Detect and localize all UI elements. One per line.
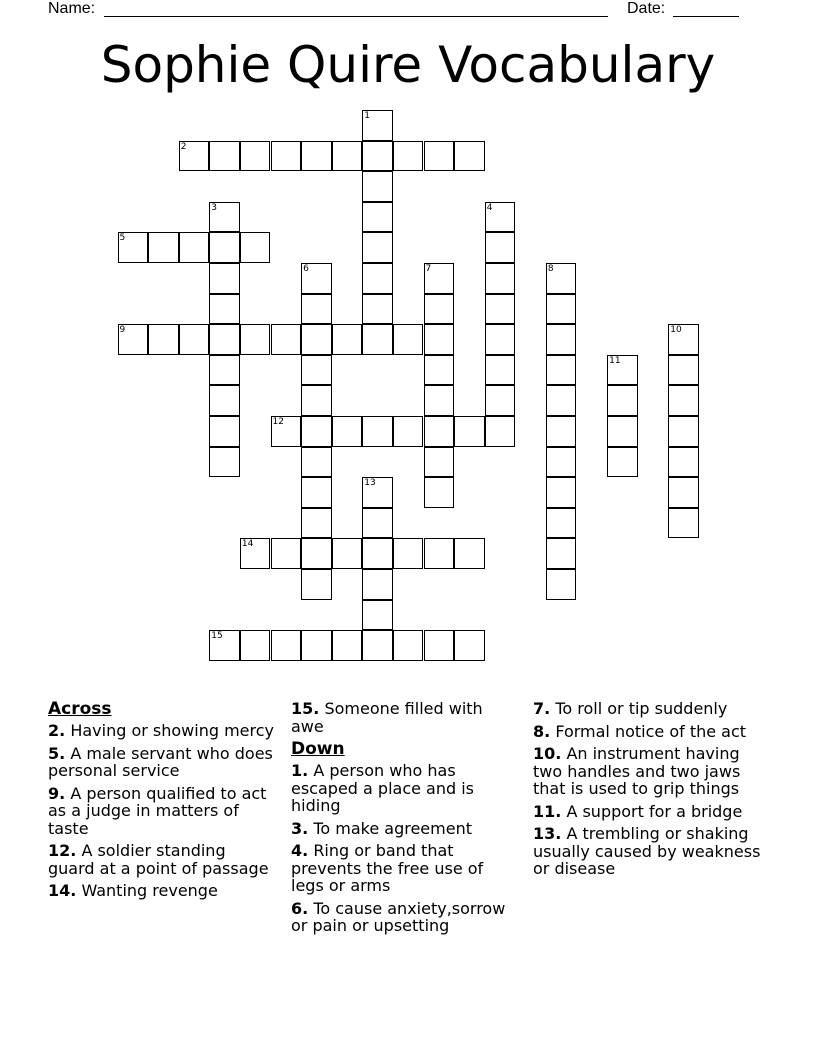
crossword-cell[interactable]: [301, 141, 332, 172]
clue-across-2: [48, 722, 276, 740]
crossword-cell[interactable]: [179, 141, 210, 172]
crossword-cell[interactable]: [424, 538, 455, 569]
crossword-cell[interactable]: [362, 538, 393, 569]
crossword-cell[interactable]: [668, 324, 699, 355]
crossword-cell[interactable]: [668, 385, 699, 416]
crossword-cell[interactable]: [393, 630, 424, 661]
crossword-cell[interactable]: [546, 538, 577, 569]
crossword-cell[interactable]: [454, 416, 485, 447]
crossword-cell[interactable]: [668, 477, 699, 508]
crossword-cell[interactable]: [485, 324, 516, 355]
clue-text: A support for a bridge: [566, 801, 743, 821]
crossword-cell[interactable]: [362, 202, 393, 233]
crossword-cell[interactable]: [271, 538, 302, 569]
clue-text: A male servant who does personal service: [48, 743, 273, 780]
clue-across-9: [48, 785, 276, 838]
clue-number: 4.: [291, 841, 309, 860]
crossword-cell[interactable]: [546, 324, 577, 355]
clue-number: 13.: [533, 824, 562, 843]
clue-number-label: 2: [180, 141, 187, 152]
crossword-cell[interactable]: [668, 355, 699, 386]
crossword-cell[interactable]: [209, 385, 240, 416]
crossword-cell[interactable]: [362, 630, 393, 661]
crossword-cell[interactable]: [485, 416, 516, 447]
crossword-cell[interactable]: [362, 232, 393, 263]
clue-text: A person qualified to act as a judge in matters of taste: [48, 783, 267, 838]
crossword-cell[interactable]: [424, 263, 455, 294]
crossword-cell[interactable]: [424, 477, 455, 508]
crossword-cell[interactable]: [301, 294, 332, 325]
crossword-cell[interactable]: [424, 355, 455, 386]
clue-text: An instrument having two handles and two jaws that is used to grip things: [533, 744, 741, 798]
crossword-cell[interactable]: [546, 355, 577, 386]
clue-down-4: [291, 842, 519, 895]
crossword-cell[interactable]: [546, 447, 577, 478]
clue-number: 12.: [48, 841, 77, 860]
crossword-cell[interactable]: [209, 294, 240, 325]
clue-text: To roll or tip suddenly: [555, 699, 728, 718]
crossword-cell[interactable]: [485, 355, 516, 386]
clue-number-label: 15: [211, 631, 223, 642]
clue-text: A trembling or shaking usually caused by weakness or disease: [533, 824, 761, 878]
clue-number-label: 11: [609, 355, 621, 366]
crossword-cell[interactable]: [393, 141, 424, 172]
crossword-cell[interactable]: [332, 538, 363, 569]
clue-number-label: 5: [119, 233, 126, 244]
clue-number-label: 3: [211, 202, 218, 213]
crossword-cell[interactable]: [209, 232, 240, 263]
crossword-cell[interactable]: [454, 630, 485, 661]
clue-down-1: [291, 762, 519, 815]
page-title: Sophie Quire Vocabulary: [100, 36, 716, 94]
clue-number-label: 7: [425, 264, 432, 274]
clue-number-label: 4: [486, 202, 493, 213]
crossword-cell[interactable]: [209, 355, 240, 386]
crossword-cell[interactable]: [148, 232, 179, 263]
clue-down-7: [533, 700, 761, 718]
clues-column-1: [48, 700, 276, 905]
crossword-cell[interactable]: [454, 538, 485, 569]
clue-number-label: 12: [272, 417, 284, 427]
crossword-cell[interactable]: [362, 477, 393, 508]
clue-number-label: 13: [364, 478, 376, 489]
crossword-cell[interactable]: [179, 232, 210, 263]
date-label: Date:: [627, 0, 666, 17]
clue-down-8: [533, 723, 761, 741]
clue-text: Wanting revenge: [81, 881, 218, 900]
crossword-cell[interactable]: [240, 630, 271, 661]
clue-number: 6.: [291, 898, 309, 918]
clue-text: Someone filled with awe: [291, 699, 483, 736]
crossword-cell[interactable]: [362, 324, 393, 355]
crossword-cell[interactable]: [424, 447, 455, 478]
clue-number: 10.: [533, 744, 562, 763]
crossword-cell[interactable]: [332, 416, 363, 447]
clue-across-14: [48, 882, 276, 900]
crossword-cell[interactable]: [668, 508, 699, 539]
clue-text: Ring or band that prevents the free use of legs or arms: [291, 841, 484, 895]
crossword-cell[interactable]: [362, 110, 393, 141]
crossword-cell[interactable]: [362, 263, 393, 294]
clue-text: A person who has escaped a place and is hiding: [291, 761, 475, 815]
crossword-cell[interactable]: [332, 141, 363, 172]
crossword-cell[interactable]: [209, 324, 240, 355]
crossword-cell[interactable]: [485, 263, 516, 294]
clues-column-2: [291, 700, 519, 940]
crossword-cell[interactable]: [485, 294, 516, 325]
clue-text: Formal notice of the act: [555, 721, 747, 741]
crossword-cell[interactable]: [301, 324, 332, 355]
clue-down-6: [291, 900, 519, 935]
crossword-cell[interactable]: [393, 324, 424, 355]
crossword-cell[interactable]: [424, 630, 455, 661]
crossword-cell[interactable]: [424, 324, 455, 355]
crossword-cell[interactable]: [607, 447, 638, 478]
crossword-cell[interactable]: [454, 141, 485, 172]
crossword-cell[interactable]: [546, 416, 577, 447]
clue-number: 1.: [291, 761, 309, 780]
crossword-cell[interactable]: [362, 569, 393, 600]
clue-number: 2.: [48, 721, 66, 740]
crossword-cell[interactable]: [362, 294, 393, 325]
clue-number: 9.: [48, 783, 66, 803]
crossword-cell[interactable]: [271, 630, 302, 661]
crossword-cell[interactable]: [209, 630, 240, 661]
clue-number-label: 8: [547, 264, 554, 274]
clue-down-3: [291, 820, 519, 838]
crossword-cell[interactable]: [546, 508, 577, 539]
crossword-cell[interactable]: [301, 508, 332, 539]
crossword-cell[interactable]: [209, 141, 240, 172]
crossword-cell[interactable]: [485, 385, 516, 416]
crossword-cell[interactable]: [485, 232, 516, 263]
crossword-cell[interactable]: [546, 569, 577, 600]
crossword-cell[interactable]: [546, 294, 577, 325]
clue-across-15: [291, 700, 519, 735]
crossword-cell[interactable]: [332, 630, 363, 661]
crossword-cell[interactable]: [271, 416, 302, 447]
clue-text: To cause anxiety,sorrow or pain or upsetting: [291, 898, 506, 935]
crossword-cell[interactable]: [240, 538, 271, 569]
crossword-cell[interactable]: [362, 171, 393, 202]
crossword-cell[interactable]: [179, 324, 210, 355]
down-heading: Down: [291, 739, 345, 759]
crossword-cell[interactable]: [485, 202, 516, 233]
crossword-cell[interactable]: [240, 232, 271, 263]
crossword-cell[interactable]: [118, 232, 149, 263]
crossword-cell[interactable]: [301, 355, 332, 386]
crossword-cell[interactable]: [607, 385, 638, 416]
clues-column-3: [533, 700, 761, 883]
crossword-cell[interactable]: [301, 477, 332, 508]
clue-number: 11.: [533, 801, 562, 821]
crossword-cell[interactable]: [332, 324, 363, 355]
crossword-cell[interactable]: [607, 416, 638, 447]
clue-down-11: [533, 803, 761, 821]
crossword-cell[interactable]: [362, 600, 393, 631]
clue-number-label: 1: [364, 111, 371, 121]
clue-across-5: [48, 745, 276, 780]
clue-across-12: [48, 842, 276, 877]
crossword-cell[interactable]: [301, 263, 332, 294]
clue-number-label: 10: [670, 325, 682, 336]
crossword-cell[interactable]: [301, 569, 332, 600]
clue-number: 3.: [291, 818, 309, 838]
clue-number-label: 14: [241, 539, 254, 550]
crossword-cell[interactable]: [301, 447, 332, 478]
crossword-cell[interactable]: [424, 141, 455, 172]
clue-number: 14.: [48, 881, 77, 900]
crossword-cell[interactable]: [546, 385, 577, 416]
crossword-cell[interactable]: [209, 263, 240, 294]
across-heading: Across: [48, 699, 112, 719]
crossword-cell[interactable]: [393, 538, 424, 569]
crossword-cell[interactable]: [424, 416, 455, 447]
crossword-cell[interactable]: [424, 385, 455, 416]
clue-text: Having or showing mercy: [70, 721, 274, 740]
crossword-cell[interactable]: [209, 202, 240, 233]
crossword-cell[interactable]: [424, 294, 455, 325]
clue-number: 5.: [48, 743, 66, 763]
crossword-cell[interactable]: [301, 416, 332, 447]
crossword-cell[interactable]: [546, 477, 577, 508]
clue-number: 8.: [533, 721, 551, 741]
clue-number: 7.: [533, 699, 551, 718]
clue-number-label: 6: [303, 264, 309, 274]
clue-down-13: [533, 825, 761, 878]
crossword-cell[interactable]: [148, 324, 179, 355]
crossword-cell[interactable]: [240, 324, 271, 355]
crossword-cell[interactable]: [362, 508, 393, 539]
name-label: Name:: [48, 0, 96, 17]
crossword-cell[interactable]: [118, 324, 149, 355]
crossword-cell[interactable]: [209, 447, 240, 478]
clue-number-label: 9: [119, 325, 126, 336]
crossword-cell[interactable]: [301, 385, 332, 416]
crossword-cell[interactable]: [301, 538, 332, 569]
crossword-cell[interactable]: [546, 263, 577, 294]
crossword-cell[interactable]: [209, 416, 240, 447]
clue-number: 15.: [291, 699, 320, 718]
crossword-cell[interactable]: [301, 630, 332, 661]
clue-text: To make agreement: [313, 818, 472, 838]
crossword-cell[interactable]: [607, 355, 638, 386]
clue-down-10: [533, 745, 761, 798]
crossword-cell[interactable]: [271, 324, 302, 355]
clue-text: A soldier standing guard at a point of passage: [48, 841, 269, 878]
crossword-cell[interactable]: [362, 416, 393, 447]
crossword-cell[interactable]: [240, 141, 271, 172]
crossword-cell[interactable]: [362, 141, 393, 172]
crossword-cell[interactable]: [668, 447, 699, 478]
crossword-cell[interactable]: [668, 416, 699, 447]
crossword-cell[interactable]: [271, 141, 302, 172]
crossword-cell[interactable]: [393, 416, 424, 447]
